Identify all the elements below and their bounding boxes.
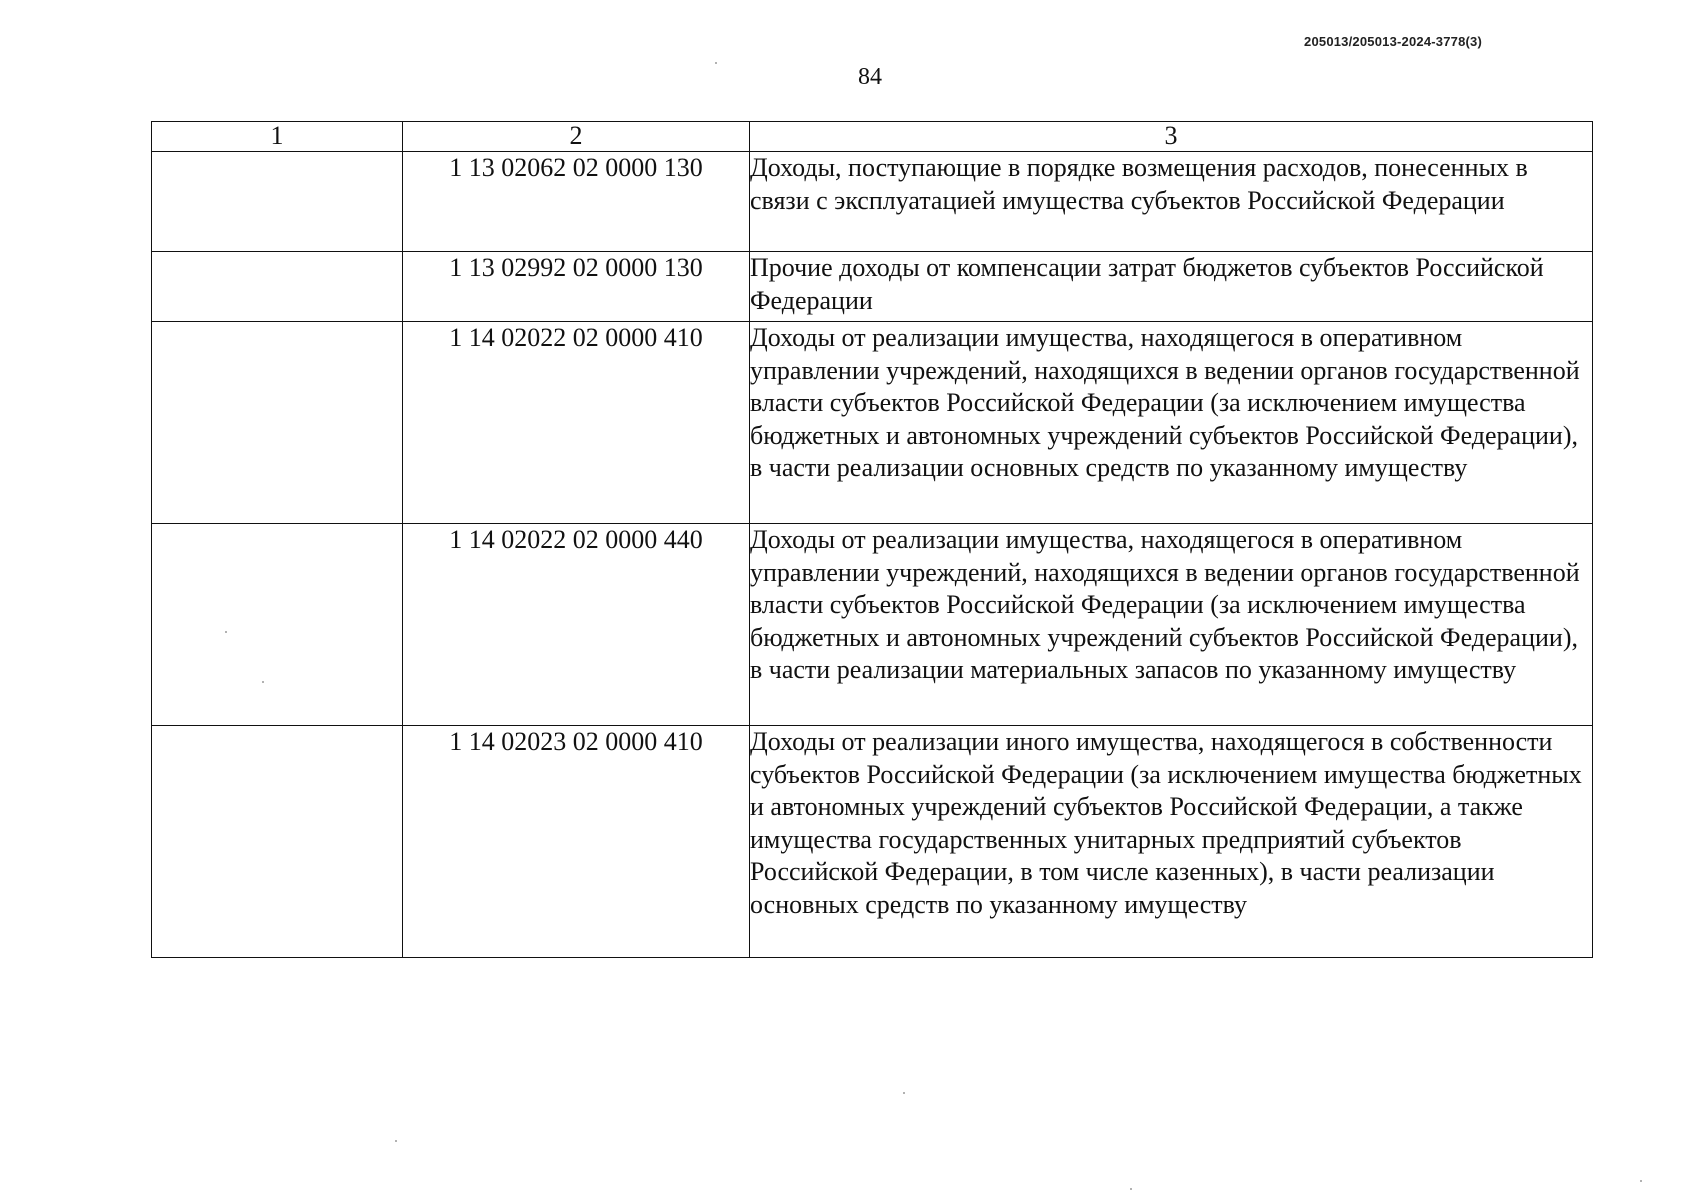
admin-code-cell: [152, 322, 403, 524]
table-header-row: [152, 122, 1593, 152]
scan-speck: [262, 681, 264, 683]
admin-code-cell: [152, 152, 403, 252]
admin-code-cell: [152, 252, 403, 322]
revenue-description-cell: Доходы от реализации имущества, находящегося в оперативном управлении учреждений, находящихся в ведении органов государственной власти субъектов Российской Федерации (за исключением имущества бюджетных и автономных учреждений субъектов Российской Федерации), в части реализации материальных запасов по указанному имуществу: [750, 524, 1593, 726]
revenue-code-cell: 1 14 02022 02 0000 440: [403, 524, 750, 726]
table-row: [152, 252, 1593, 322]
scan-speck: [1130, 1188, 1132, 1190]
scan-speck: [715, 62, 717, 64]
column-header-1: 1: [152, 122, 403, 152]
table-row: [152, 152, 1593, 252]
revenue-description-cell: Прочие доходы от компенсации затрат бюджетов субъектов Российской Федерации: [750, 252, 1593, 322]
document-id: 205013/205013-2024-3778(3): [1304, 34, 1482, 49]
table-row: [152, 726, 1593, 958]
revenue-code-cell: 1 14 02022 02 0000 410: [403, 322, 750, 524]
revenue-code-cell: 1 14 02023 02 0000 410: [403, 726, 750, 958]
admin-code-cell: [152, 726, 403, 958]
revenue-codes-table: [151, 121, 1593, 958]
table-row: [152, 322, 1593, 524]
scan-speck: [903, 1092, 905, 1094]
column-header-3: 3: [750, 122, 1593, 152]
table-row: [152, 524, 1593, 726]
revenue-code-cell: 1 13 02992 02 0000 130: [403, 252, 750, 322]
column-header-2: 2: [403, 122, 750, 152]
revenue-description-cell: Доходы от реализации иного имущества, находящегося в собственности субъектов Российской Федерации (за исключением имущества бюджетных и автономных учреждений субъектов Российской Федерации, а также имущества государственных унитарных предприятий субъектов Российской Федерации, в том числе казенных), в части реализации основных средств по указанному имуществу: [750, 726, 1593, 958]
scan-speck: [395, 1140, 397, 1142]
revenue-code-cell: 1 13 02062 02 0000 130: [403, 152, 750, 252]
page-number: 84: [858, 64, 882, 90]
revenue-description-cell: Доходы от реализации имущества, находящегося в оперативном управлении учреждений, находящихся в ведении органов государственной власти субъектов Российской Федерации (за исключением имущества бюджетных и автономных учреждений субъектов Российской Федерации), в части реализации основных средств по указанному имуществу: [750, 322, 1593, 524]
admin-code-cell: [152, 524, 403, 726]
revenue-description-cell: Доходы, поступающие в порядке возмещения расходов, понесенных в связи с эксплуатацией имущества субъектов Российской Федерации: [750, 152, 1593, 252]
scan-speck: [1640, 1180, 1642, 1182]
scan-speck: [225, 631, 227, 633]
